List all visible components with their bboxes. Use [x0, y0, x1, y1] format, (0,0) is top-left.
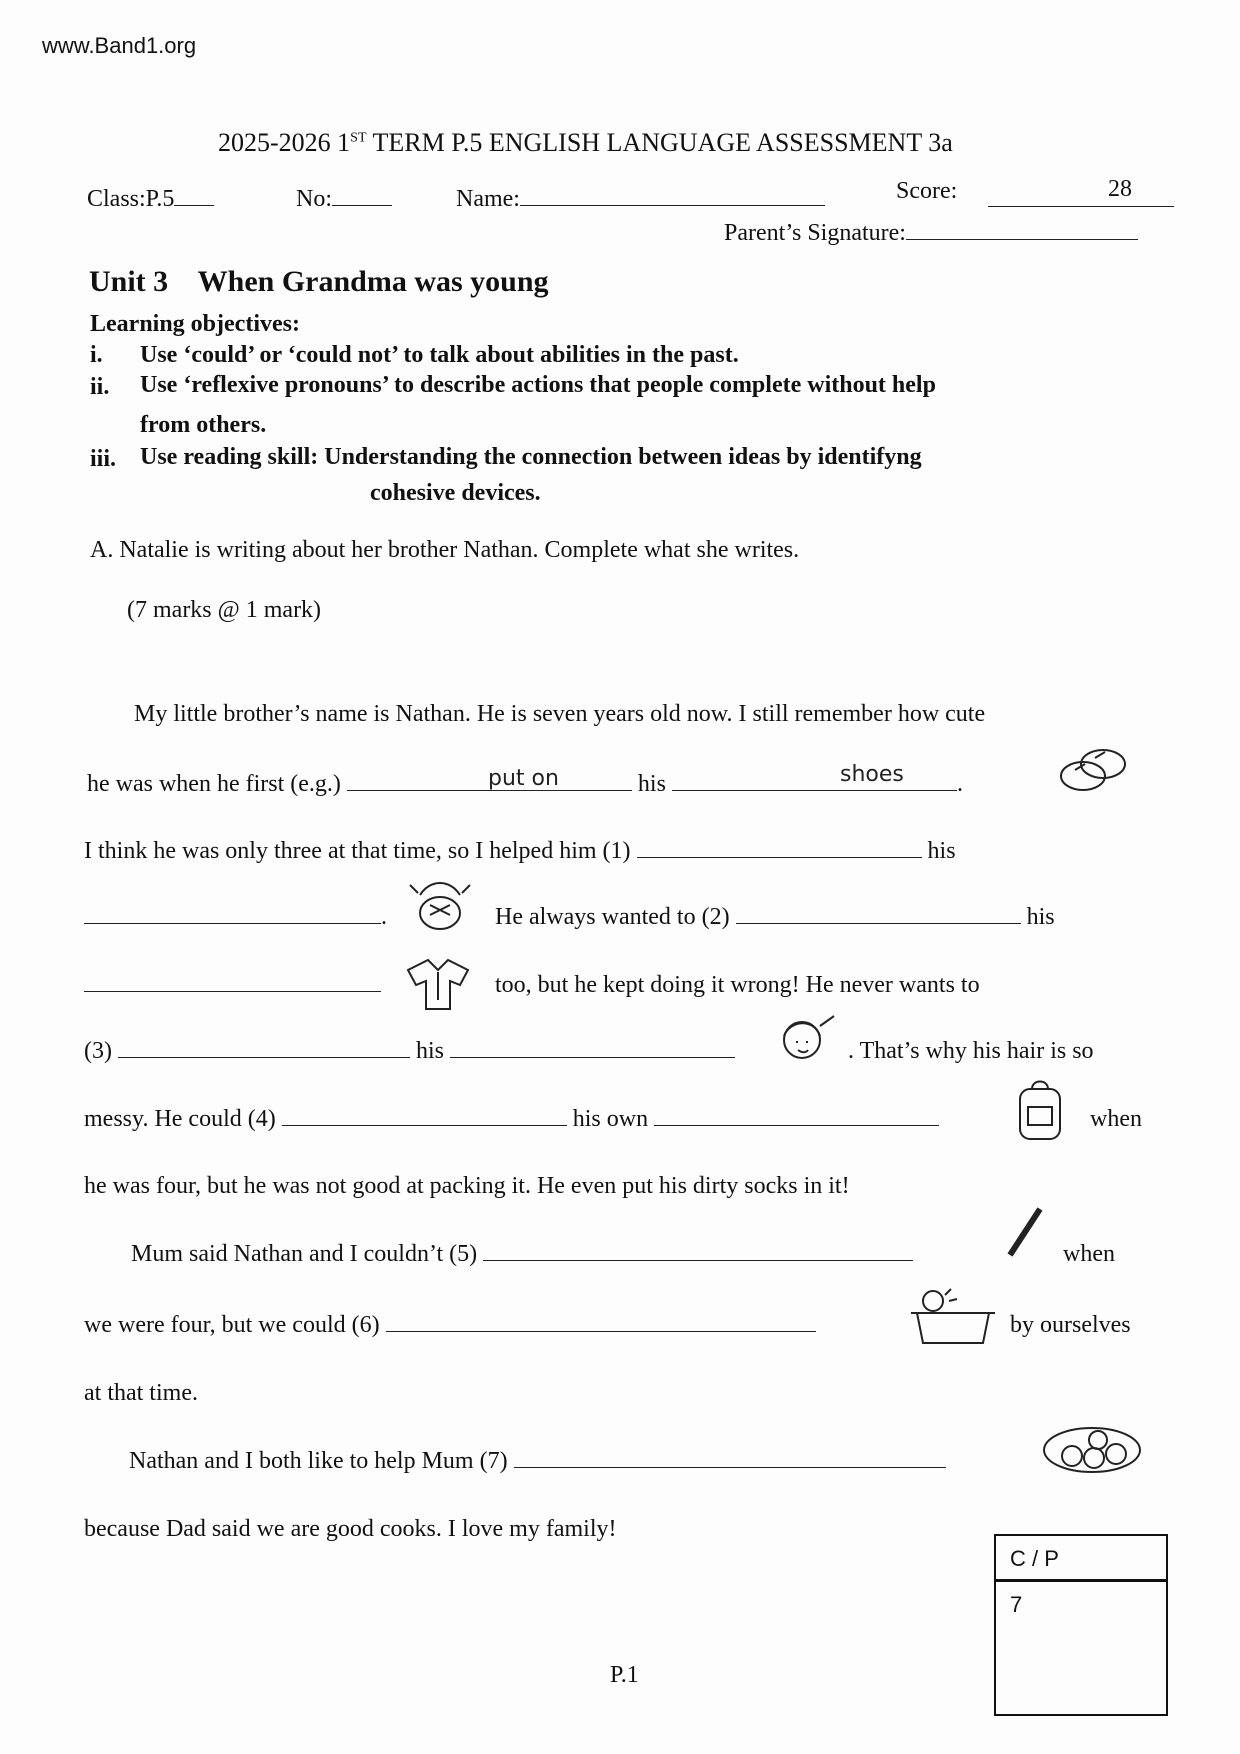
passage-line — [84, 972, 381, 999]
passage-line: He always wanted to (2) his — [495, 904, 1055, 930]
cooking-dishes-icon — [1040, 1420, 1145, 1480]
shirt-button-icon — [398, 950, 478, 1015]
knife-icon — [1000, 1205, 1050, 1265]
objective-text: Use ‘could’ or ‘could not’ to talk about abilities in the past. — [140, 342, 739, 368]
cp-label: C / P — [996, 1536, 1166, 1582]
objective-text: Use ‘reflexive pronouns’ to describe actions that people complete without help — [140, 372, 936, 398]
passage-line: when — [1063, 1241, 1115, 1267]
answer-blank-2[interactable] — [736, 922, 1021, 924]
passage-line: because Dad said we are good cooks. I love my family! — [84, 1516, 617, 1542]
objective-text: from others. — [140, 412, 267, 438]
objective-num: ii. — [90, 374, 110, 400]
passage-line: . That’s why his hair is so — [848, 1038, 1094, 1064]
schoolbag-icon — [1010, 1075, 1070, 1145]
number-field: No: — [296, 186, 392, 213]
passage-line: . — [84, 904, 387, 931]
watermark: www.Band1.org — [42, 33, 197, 58]
objectives-heading: Learning objectives: — [90, 311, 300, 337]
example-answer: put on — [488, 766, 559, 791]
cp-value: 7 — [1010, 1592, 1023, 1617]
passage-line: when — [1090, 1106, 1142, 1132]
passage-line: messy. He could (4) his own — [84, 1106, 939, 1133]
passage-line: he was four, but he was not good at packing it. He even put his dirty socks in it! — [84, 1173, 850, 1199]
passage-line: Mum said Nathan and I couldn’t (5) — [131, 1241, 913, 1268]
passage-line: by ourselves — [1010, 1312, 1131, 1338]
objective-num: iii. — [90, 446, 117, 472]
section-a-instruction: A. Natalie is writing about her brother Nathan. Complete what she writes. — [90, 537, 800, 563]
objective-text: cohesive devices. — [370, 480, 541, 506]
passage-line: My little brother’s name is Nathan. He is seven years old now. I still remember how cute — [134, 701, 986, 727]
shoes-icon — [1055, 740, 1130, 800]
shoelace-icon — [400, 875, 485, 935]
answer-blank-4[interactable] — [282, 1124, 567, 1126]
score-value: 28 — [1108, 176, 1132, 202]
parent-signature-field: Parent’s Signature: — [724, 220, 1138, 247]
cp-score-box — [994, 1534, 1168, 1716]
example-answer: shoes — [840, 762, 904, 787]
score-line — [988, 206, 1174, 207]
answer-blank-3[interactable] — [118, 1056, 410, 1058]
answer-blank-5[interactable] — [483, 1259, 913, 1261]
passage-line: (3) his — [84, 1038, 735, 1065]
passage-line: at that time. — [84, 1380, 198, 1406]
passage-line: I think he was only three at that time, so I helped him (1) his — [84, 838, 956, 864]
bathing-icon — [905, 1285, 1000, 1350]
answer-blank-1[interactable] — [637, 856, 922, 858]
combing-hair-icon — [770, 1010, 850, 1070]
class-field: Class:P.5 — [87, 186, 214, 213]
score-label: Score: — [896, 178, 958, 204]
unit-title: Unit 3 When Grandma was young — [89, 265, 549, 298]
objective-text: Use reading skill: Understanding the connection between ideas by identifyng — [140, 444, 922, 470]
page-number: P.1 — [610, 1662, 639, 1688]
objective-num: i. — [90, 342, 103, 368]
passage-line: we were four, but we could (6) — [84, 1312, 816, 1339]
name-field: Name: — [456, 186, 825, 213]
answer-blank-6[interactable] — [386, 1330, 816, 1332]
passage-line: too, but he kept doing it wrong! He never wants to — [495, 972, 980, 998]
page-title: 2025-2026 1ST TERM P.5 ENGLISH LANGUAGE ASSESSMENT 3a — [218, 128, 953, 157]
section-a-marks: (7 marks @ 1 mark) — [127, 597, 322, 623]
passage-line: Nathan and I both like to help Mum (7) — [129, 1448, 946, 1475]
passage-line: he was when he first (e.g.) his . — [87, 771, 963, 797]
answer-blank-7[interactable] — [514, 1466, 946, 1468]
